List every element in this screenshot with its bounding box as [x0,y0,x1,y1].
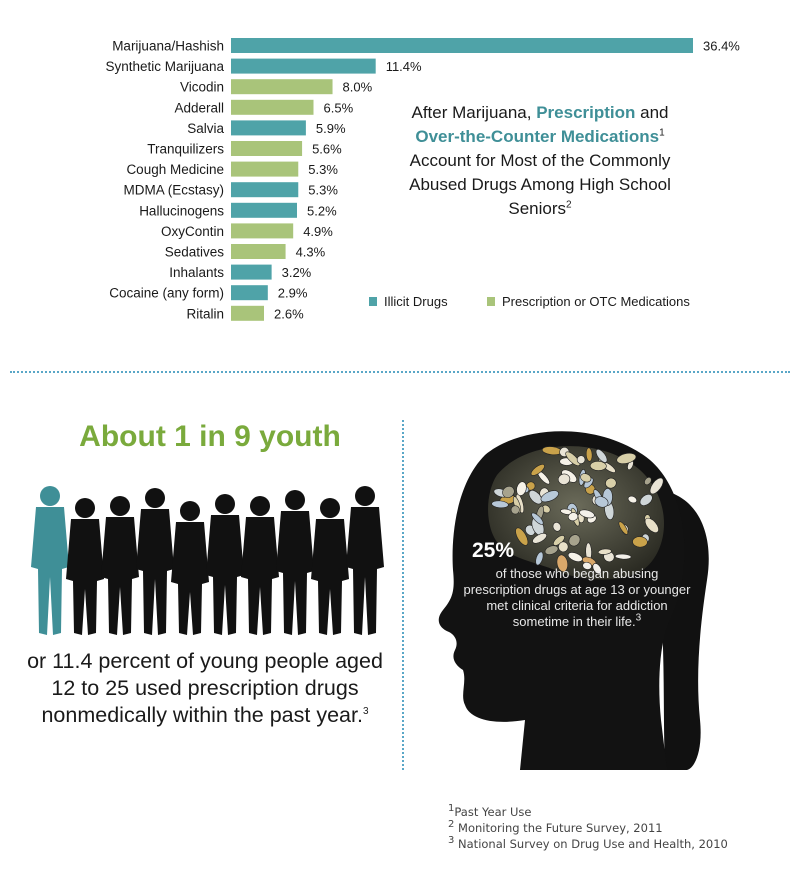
people-silhouettes-illustration [30,470,390,640]
brain-footnote-ref: 3 [635,612,642,624]
bar-vicodin [231,79,333,94]
bar-marijuana-hashish [231,38,693,53]
person-silhouette [101,496,139,635]
legend-swatch-rx [487,297,495,306]
category-label-oxycontin: OxyContin [160,223,224,239]
youth-title: About 1 in 9 youth [79,420,341,453]
category-label-ritalin: Ritalin [186,306,224,322]
value-label-marijuana-hashish: 36.4% [703,38,740,54]
headline-highlight-prescription: Prescription [536,103,636,122]
value-label-sedatives: 4.3% [295,244,326,260]
value-label-inhalants: 3.2% [281,265,312,281]
bar-cocaine-any-form [231,285,268,300]
footnote-3-text: National Survey on Drug Use and Health, 2010 [458,837,728,851]
footnote-3 [448,836,728,852]
person-silhouette [136,488,174,635]
category-label-adderall: Adderall [174,100,224,116]
headline-footnote-ref-1: 1 [659,127,665,139]
category-label-hallucinogens: Hallucinogens [139,203,224,219]
person-silhouette [66,498,104,635]
brain-percent: 25% [472,539,515,562]
bar-ritalin [231,306,264,321]
bar-tranquilizers [231,141,302,156]
category-label-synthetic-marijuana: Synthetic Marijuana [105,59,224,75]
youth-footnote-ref: 3 [362,705,369,717]
person-silhouette [311,498,349,635]
brain-statistic-body: of those who began abusing prescription drugs at age 13 or younger met clinical criteria for addiction sometime in their life. [463,566,691,629]
bar-adderall [231,100,314,115]
footnote-1 [448,804,728,820]
bar-inhalants [231,265,272,280]
youth-statistic-body: or 11.4 percent of young people aged 12 to 25 used prescription drugs nonmedically within the past year. [27,649,383,727]
footnote-1-text: Past Year Use [454,805,532,819]
footnote-1-num: 1 [448,803,455,815]
value-label-vicodin: 8.0% [342,79,373,95]
value-label-cough-medicine: 5.3% [308,162,338,178]
value-label-mdma-ecstasy: 5.3% [308,182,338,198]
pill [590,461,606,471]
person-silhouette [31,486,69,635]
headline-text-3: Account for Most of the Commonly Abused Drugs Among High School Seniors [409,151,671,218]
footnote-2 [448,820,728,836]
category-label-salvia: Salvia [187,120,224,136]
headline-text-2: and [635,103,669,122]
footnote-3-num: 3 [448,835,455,847]
person-silhouette [346,486,384,635]
legend-label-rx: Prescription or OTC Medications [502,294,690,309]
value-label-cocaine-any-form: 2.9% [277,285,308,301]
value-label-adderall: 6.5% [323,100,354,116]
bar-hallucinogens [231,203,297,218]
headline-footnote-ref-2: 2 [566,199,572,211]
value-label-synthetic-marijuana: 11.4% [385,59,422,75]
category-label-inhalants: Inhalants [169,265,224,281]
bar-synthetic-marijuana [231,59,376,74]
category-label-cocaine-any-form: Cocaine (any form) [109,285,224,301]
footnotes [448,804,728,852]
person-silhouette [206,494,244,635]
person-silhouette [276,490,314,635]
bar-salvia [231,120,306,135]
brain-statistic-text [462,566,692,630]
legend-label-illicit: Illicit Drugs [384,294,448,309]
headline-text-1: After Marijuana, [411,103,537,122]
category-label-marijuana-hashish: Marijuana/Hashish [112,38,224,54]
chart-headline [400,101,680,221]
value-label-ritalin: 2.6% [274,306,304,322]
category-label-vicodin: Vicodin [179,79,224,95]
section-divider-horizontal [10,371,790,373]
person-silhouette [241,496,279,635]
section-divider-vertical [402,420,404,770]
category-label-tranquilizers: Tranquilizers [147,141,224,157]
bar-oxycontin [231,223,293,238]
legend-swatch-illicit [369,297,377,306]
youth-statistic-text [15,648,395,729]
category-label-mdma-ecstasy: MDMA (Ecstasy) [123,182,224,198]
headline-highlight-otc: Over-the-Counter Medications [415,127,660,146]
value-label-hallucinogens: 5.2% [307,203,337,219]
legend-item-rx [487,294,690,309]
footnote-2-num: 2 [448,819,455,831]
value-label-salvia: 5.9% [315,120,346,136]
bar-cough-medicine [231,162,298,177]
bar-mdma-ecstasy [231,182,298,197]
bar-sedatives [231,244,286,259]
value-label-oxycontin: 4.9% [303,223,333,239]
category-label-sedatives: Sedatives [164,244,224,260]
category-label-cough-medicine: Cough Medicine [126,162,224,178]
value-label-tranquilizers: 5.6% [312,141,342,157]
legend-item-illicit [369,294,448,309]
person-silhouette [171,501,209,635]
footnote-2-text: Monitoring the Future Survey, 2011 [458,821,663,835]
